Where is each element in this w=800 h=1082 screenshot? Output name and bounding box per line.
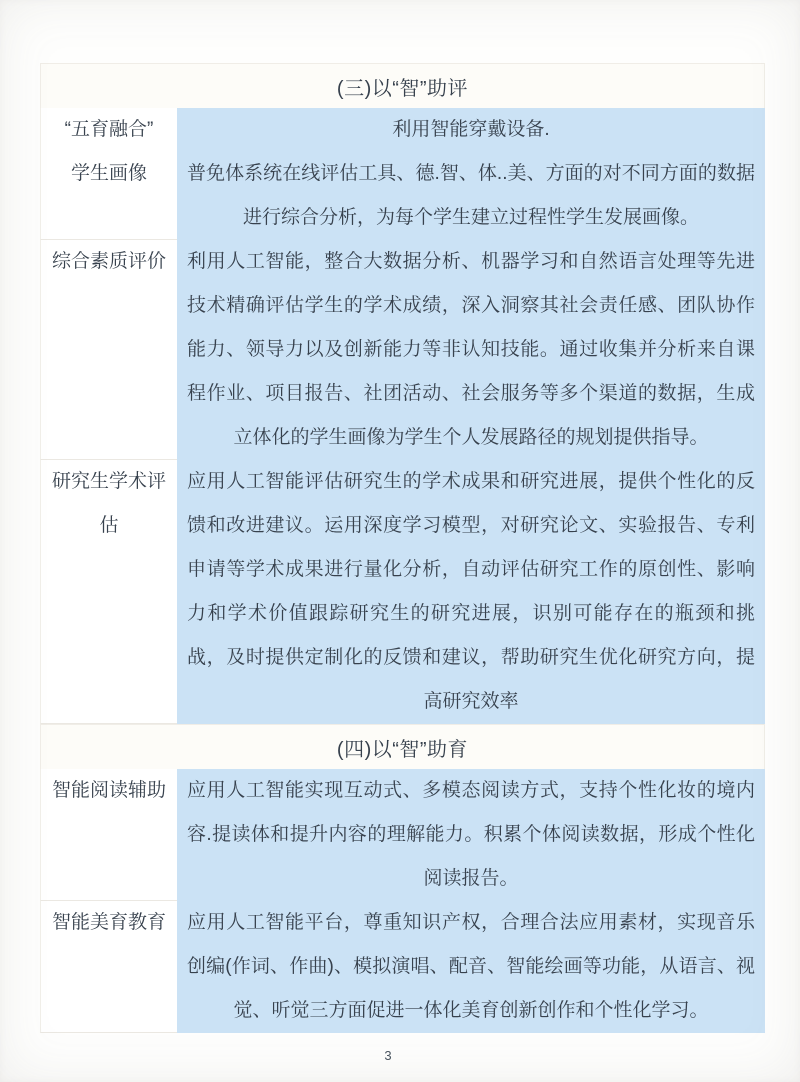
row-content-cell	[177, 901, 765, 1033]
content-paragraph: 利用智能穿戴设备.	[392, 119, 550, 140]
row-label-cell	[40, 769, 177, 901]
table-row	[40, 108, 765, 240]
row-label-line: 智能阅读辅助	[51, 780, 166, 801]
row-label-line: 综合素质评价	[51, 251, 166, 272]
section-header-row	[40, 724, 765, 769]
row-label-line: 研究生学术评	[51, 471, 166, 492]
row-content-cell	[177, 240, 765, 460]
content-paragraph: 利用人工智能，整合大数据分析、机器学习和自然语言处理等先进技术精确评估学生的学术成绩，深入洞察其社会责任感、团队协作能力、领导力以及创新能力等非认知技能。通过收集并分析来自课程作业、项目报告、社团活动、社会服务等多个渠道的数据，生成立体化的学生画像为学生个人发展路径的规划提供指导。	[187, 251, 755, 448]
row-label-cell	[40, 240, 177, 460]
table-row	[40, 240, 765, 460]
content-paragraph: 应用人工智能评估研究生的学术成果和研究进展，提供个性化的反馈和改进建议。运用深度学习模型，对研究论文、实验报告、专利申请等学术成果进行量化分析，自动评估研究工作的原创性、影响力和学术价值跟踪研究生的研究进展，识别可能存在的瓶颈和挑战，及时提供定制化的反馈和建议，帮助研究生优化研究方向，提高研究效率	[187, 471, 755, 712]
table-row	[40, 769, 765, 901]
ai-education-table	[40, 63, 765, 1033]
row-label-cell	[40, 901, 177, 1033]
section-header-title: (四)以“智”助育	[336, 738, 469, 761]
content-paragraph: 应用人工智能平台，尊重知识产权，合理合法应用素材，实现音乐创编(作词、作曲)、模拟演唱、配音、智能绘画等功能，从语言、视觉、听觉三方面促进一体化美育创新创作和个性化学习。	[187, 912, 755, 1021]
section-header-title: (三)以“智”助评	[336, 77, 469, 100]
row-label-line: 学生画像	[70, 163, 147, 184]
table-row	[40, 901, 765, 1033]
row-content-cell	[177, 460, 765, 724]
content-paragraph: 应用人工智能实现互动式、多模态阅读方式，支持个性化妆的境内容.提读体和提升内容的理解能力。积累个体阅读数据，形成个性化阅读报告。	[187, 780, 755, 889]
row-label-line: “五育融合”	[64, 119, 154, 140]
row-label-cell	[40, 460, 177, 724]
row-content-cell	[177, 108, 765, 240]
row-content-cell	[177, 769, 765, 901]
row-label-line: 智能美育教育	[51, 912, 166, 933]
section-header-row	[40, 63, 765, 108]
content-paragraph: 普免体系统在线评估工具、德.智、体..美、方面的对不同方面的数据进行综合分析，为每个学生建立过程性学生发展画像。	[187, 163, 755, 228]
row-label-line: 估	[99, 515, 119, 536]
table-row	[40, 460, 765, 724]
row-label-cell	[40, 108, 177, 240]
page-number: 3	[384, 1048, 392, 1063]
